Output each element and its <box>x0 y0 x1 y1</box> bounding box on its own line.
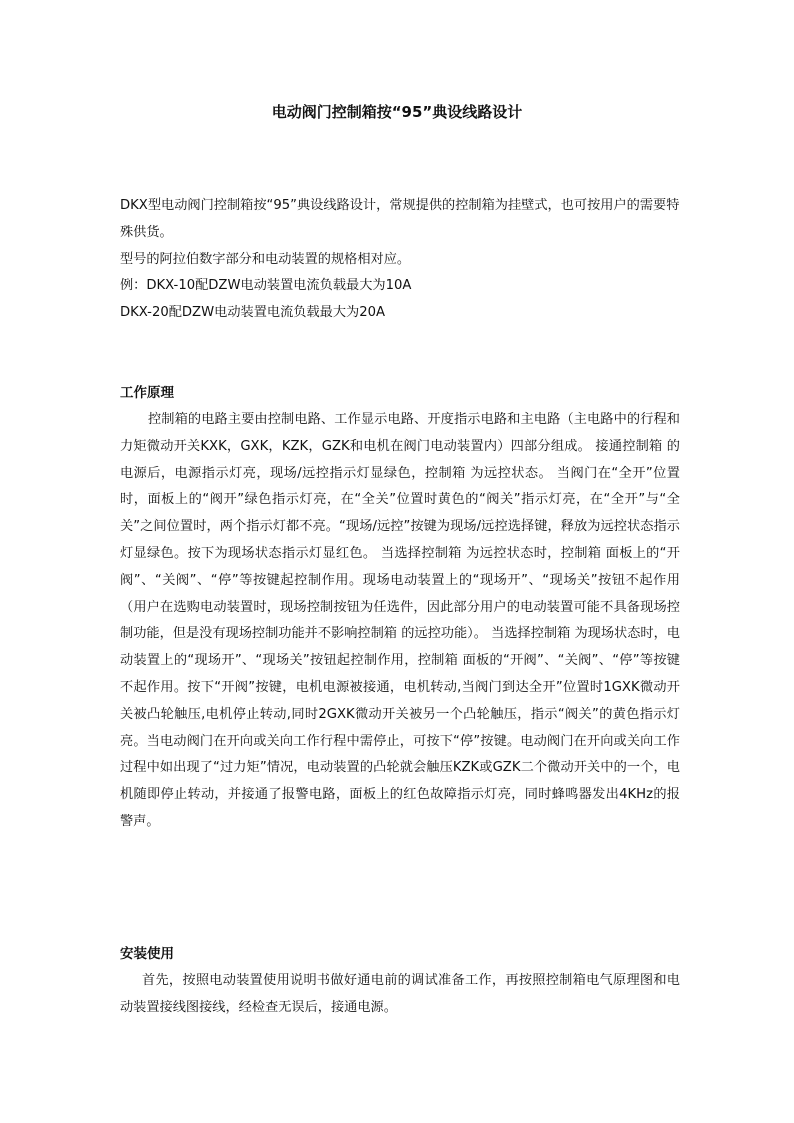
section-body-installation <box>120 968 680 1022</box>
intro-paragraph: 型号的阿拉伯数字部分和电动装置的规格相对应。 <box>120 251 411 267</box>
section-body-working-principle <box>120 407 680 836</box>
intro-block <box>120 193 680 327</box>
intro-paragraph: 例：DKX-10配DZW电动装置电流负载最大为10A <box>120 278 412 294</box>
section-heading-working-principle: 工作原理 <box>120 385 174 401</box>
section-heading-installation: 安装使用 <box>120 946 174 962</box>
body-paragraph: 控制箱的电路主要由控制电路、工作显示电路、开度指示电路和主电路（主电路中的行程和力矩微动开关KXK，GXK，KZK，GZK和电机在阀门电动装置内）四部分组成。 接通控制箱 的电源后，电源指示灯亮，现场/远控指示灯显绿色，控制箱 为远控状态。 当阀门在“全开”位置时，面板上的“阀开”绿色指示灯亮，在“全关”位置时黄色的“阀关”指示灯亮，在“全开”与“全关”之间位置时，两个指示灯都不亮。“现场/远控”按键为现场/远控选择键，释放为远控状态指示灯显绿色。按下为现场状态指示灯显红色。 当选择控制箱 为远控状态时，控制箱 面板上的“开阀”、“关阀”、“停”等按键起控制作用。现场电动装置上的“现场开”、“现场关”按钮不起作用（用户在选购电动装置时，现场控制按钮为任选件，因此部分用户的电动装置可能不具备现场控制功能，但是没有现场控制功能并不影响控制箱 的远控功能）。 当选择控制箱 为现场状态时，电动装置上的“现场开”、“现场关”按钮起控制作用，控制箱 面板的“开阀”、“关阀”、“停”等按键不起作用。按下“开阀”按键，电机电源被接通，电机转动,当阀门到达全开”位置时1GXK微动开关被凸轮触压,电机停止转动,同时2GXK微动开关被另一个凸轮触压，指示“阀关”的黄色指示灯亮。当电动阀门在开向或关向工作行程中需停止，可按下“停”按键。电动阀门在开向或关向工作过程中如出现了“过力矩”情况，电动装置的凸轮就会触压KZK或GZK二个微动开关中的一个，电机随即停止转动，并接通了报警电路，面板上的红色故障指示灯亮，同时蜂鸣器发出4KHz的报警声。 <box>120 412 680 829</box>
body-paragraph: 首先，按照电动装置使用说明书做好通电前的调试准备工作，再按照控制箱电气原理图和电动装置接线图接线，经检查无误后，接通电源。 <box>120 973 680 1015</box>
document-title: 电动阀门控制箱按“95”典设线路设计 <box>271 103 523 121</box>
intro-paragraph: DKX-20配DZW电动装置电流负载最大为20A <box>120 305 385 321</box>
intro-paragraph: DKX型电动阀门控制箱按“95”典设线路设计，常规提供的控制箱为挂壁式，也可按用户的需要特殊供货。 <box>120 198 680 240</box>
